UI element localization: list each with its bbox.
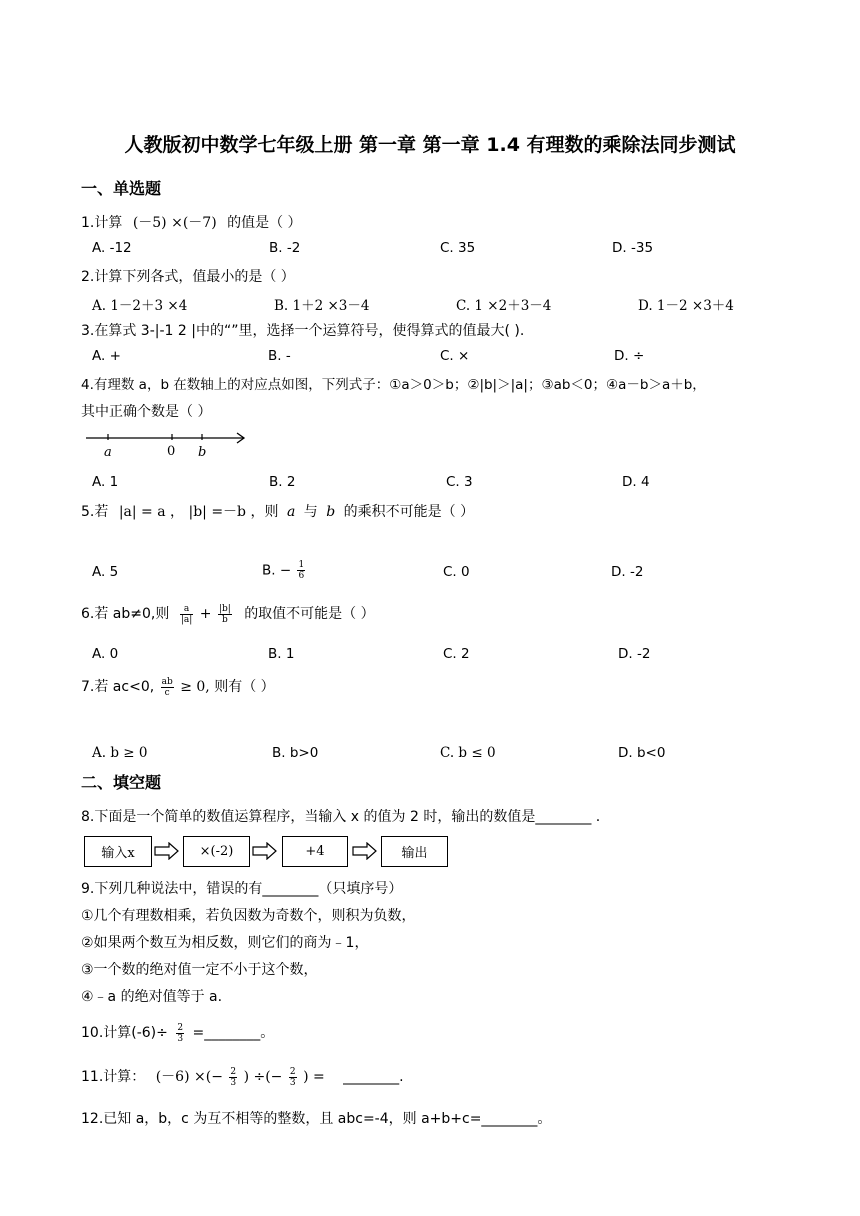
option-d[interactable]: D. b<0 (618, 745, 666, 761)
question-9: 9.下列几种说法中，错误的有________（只填序号） (81, 881, 403, 897)
axis-label-a: a (104, 445, 112, 460)
inequality: ≥ 0, (180, 679, 210, 695)
statement-3: ③一个数的绝对值一定不小于这个数， (81, 962, 318, 978)
section-heading-fill-in: 二、填空题 (81, 773, 162, 792)
question-8: 8.下面是一个简单的数值运算程序，当输入 x 的值为 2 时，输出的数值是________ . (81, 809, 601, 825)
option-a[interactable]: A. 0 (92, 646, 119, 662)
arrow-right-icon (252, 842, 278, 860)
question-6 (81, 603, 375, 625)
statement-2: ②如果两个数互为相反数，则它们的商为﹣1， (81, 935, 369, 951)
question-stem: 6.若 ab≠0,则 (81, 606, 170, 622)
question-stem: 则有（ ） (214, 679, 275, 695)
answer-blank[interactable]: ________. (343, 1069, 404, 1085)
denominator: |a| (180, 614, 193, 625)
axis-label-zero: 0 (167, 444, 176, 459)
numerator: 2 (289, 1066, 296, 1077)
option-c[interactable]: C. 2 (443, 646, 470, 662)
question-stem: 的取值不可能是（ ） (244, 606, 375, 622)
question-stem: ，则 (250, 504, 279, 520)
axis-label-b: b (198, 445, 207, 460)
question-stem: 10.计算(-6)÷ (81, 1025, 168, 1041)
numerator: ab (161, 676, 173, 687)
denominator: 6 (298, 571, 305, 581)
numerator: 2 (230, 1066, 237, 1077)
option-a[interactable]: A. -12 (92, 240, 132, 256)
separator: ， (170, 504, 185, 520)
section-heading-single-choice: 一、单选题 (81, 179, 162, 198)
question-10 (81, 1022, 274, 1044)
question-2: 2.计算下列各式，值最小的是（ ） (81, 269, 295, 285)
option-c[interactable]: C. 3 (446, 474, 473, 490)
page-title: 人教版初中数学七年级上册 第一章 第一章 1.4 有理数的乘除法同步测试 (124, 134, 736, 156)
option-a[interactable]: A. 5 (92, 564, 119, 580)
option-b[interactable]: B. 1＋2 ×3－4 (274, 298, 370, 314)
question-7 (81, 676, 275, 698)
flow-box-output: 输出 (381, 836, 448, 867)
numerator: |b| (218, 603, 231, 614)
math-expression: ) = (303, 1069, 325, 1085)
fraction (297, 560, 305, 581)
option-b[interactable]: B. 2 (269, 474, 296, 490)
option-c[interactable]: C. × (440, 348, 470, 364)
question-stem: 5.若 (81, 504, 109, 520)
question-stem: 11.计算： (81, 1069, 146, 1085)
question-stem: 与 (303, 504, 318, 520)
fraction (218, 604, 232, 625)
option-b[interactable]: B. - (268, 348, 291, 364)
fraction (289, 1067, 297, 1088)
number-line-figure (84, 426, 254, 462)
arrow-right-icon (352, 842, 378, 860)
option-c[interactable]: C. 1 ×2＋3－4 (456, 298, 552, 314)
option-a[interactable]: A. b ≥ 0 (92, 745, 148, 761)
numerator: 2 (177, 1022, 184, 1033)
question-4: 4.有理数 a，b 在数轴上的对应点如图，下列式子：①a＞0＞b；②|b|＞|a|；③ab＜0；④a－b＞a＋b， (81, 377, 706, 393)
arrow-right-icon (154, 842, 180, 860)
question-1 (81, 212, 302, 232)
option-c[interactable]: C. 0 (443, 564, 470, 580)
fraction (176, 1023, 184, 1044)
option-b[interactable]: B. b>0 (272, 745, 319, 761)
option-c[interactable]: C. 35 (440, 240, 476, 256)
option-d[interactable]: D. -2 (611, 564, 644, 580)
flow-box-add: +4 (282, 836, 348, 867)
option-a[interactable]: A. + (92, 348, 121, 364)
fraction (161, 677, 174, 698)
option-label: B. − (262, 562, 292, 579)
option-d[interactable]: D. ÷ (614, 348, 645, 364)
option-a[interactable]: A. 1－2＋3 ×4 (92, 298, 188, 314)
option-b[interactable]: B. 1 (268, 646, 295, 662)
denominator: c (164, 687, 170, 698)
question-stem: 的值是（ ） (227, 215, 302, 231)
denominator: 3 (230, 1077, 237, 1088)
question-4-line-2: 其中正确个数是（ ） (81, 404, 212, 420)
question-5 (81, 501, 474, 521)
math-expression: |b| =－b (188, 504, 247, 520)
denominator: 3 (289, 1077, 296, 1088)
question-stem: 1.计算 (81, 215, 123, 231)
option-c[interactable]: C. b ≤ 0 (440, 745, 496, 761)
numerator: a (180, 604, 193, 615)
flow-box-input: 输入x (84, 836, 152, 867)
math-expression: ) ÷(− (243, 1069, 283, 1085)
question-12: 12.已知 a，b，c 为互不相等的整数，且 abc=-4，则 a+b+c=________。 (81, 1111, 552, 1127)
option-d[interactable]: D. -35 (612, 240, 654, 256)
plus-sign: + (199, 606, 212, 622)
question-11 (81, 1066, 404, 1088)
answer-blank[interactable]: =________。 (192, 1025, 275, 1041)
fraction (180, 604, 193, 625)
question-3: 3.在算式 3-|-1 2 |中的“”里，选择一个运算符号，使得算式的值最大( ). (81, 323, 525, 339)
numerator: 1 (298, 560, 305, 570)
variable-b: b (326, 504, 336, 520)
flow-box-multiply: ×(-2) (183, 836, 250, 867)
option-a[interactable]: A. 1 (92, 474, 119, 490)
denominator: 3 (177, 1033, 184, 1044)
option-b[interactable]: B. -2 (269, 240, 301, 256)
option-d[interactable]: D. -2 (618, 646, 651, 662)
option-d[interactable]: D. 4 (622, 474, 650, 490)
denominator: b (221, 614, 228, 625)
fraction (229, 1067, 237, 1088)
math-expression: (－6) ×(− (155, 1069, 223, 1085)
statement-1: ①几个有理数相乘，若负因数为奇数个，则积为负数， (81, 908, 416, 924)
question-stem: 7.若 ac<0, (81, 679, 155, 695)
statement-4: ④﹣a 的绝对值等于 a. (81, 989, 223, 1005)
option-b[interactable] (262, 560, 307, 581)
question-stem: 的乘积不可能是（ ） (343, 504, 475, 520)
math-expression: (－5) ×(－7) (132, 215, 217, 231)
option-d[interactable]: D. 1－2 ×3＋4 (638, 298, 734, 314)
math-expression: |a| = a (118, 504, 166, 520)
variable-a: a (286, 504, 296, 520)
